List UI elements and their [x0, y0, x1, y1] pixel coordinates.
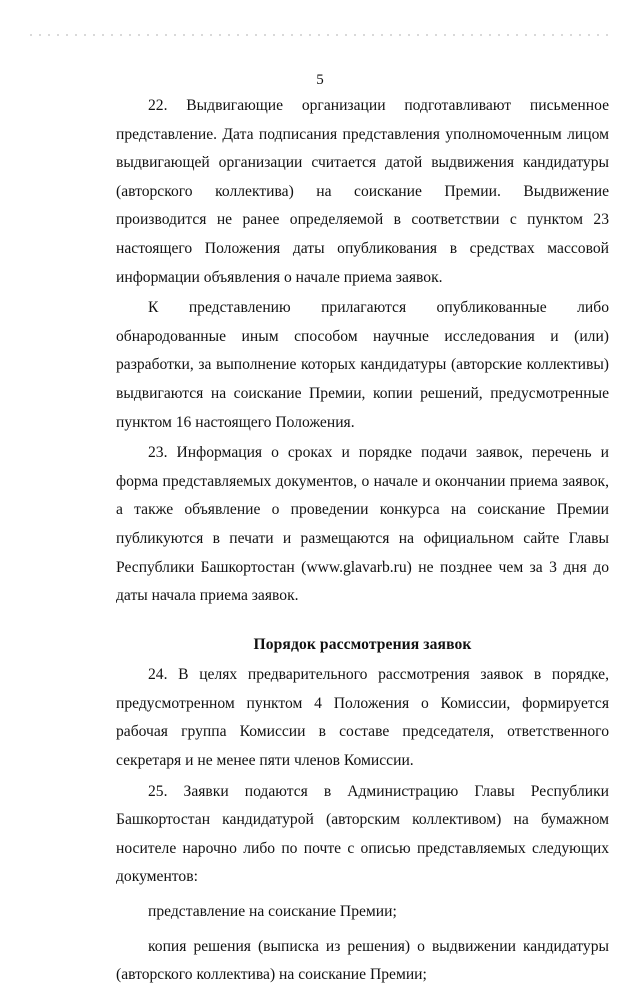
paragraph-25: 25. Заявки подаются в Администрацию Главы Республики Башкортостан кандидатурой (авторским коллективом) на бумажном носителе нарочно либо по почте с описью представляемых следующих документов:: [116, 782, 609, 886]
page-number: 5: [316, 72, 324, 88]
paragraph-23: 23. Информация о сроках и порядке подачи заявок, перечень и форма представляемых документов, о начале и окончании приема заявок, а также объявление о проведении конкурса на соискание Премии публикуются в печати и размещаются на официальном сайте Главы Республики Башкортостан (www.glavarb.ru) не позднее чем за 3 дня до даты начала приема заявок.: [116, 444, 609, 605]
paragraph-22: 22. Выдвигающие организации подготавливают письменное представление. Дата подписания представления уполномоченным лицом выдвигающей организации считается датой выдвижения кандидатуры (авторского коллектива) на соискание Премии. Выдвижение производится не ранее определяемой в соответствии с пунктом 23 настоящего Положения даты опубликования в средствах массовой информации объявления о начале приема заявок.: [116, 97, 609, 286]
section-heading: Порядок рассмотрения заявок: [253, 635, 472, 653]
list-item: копия решения (выписка из решения) о выдвижении кандидатуры (авторского коллектива) на соискание Премии;: [116, 937, 609, 984]
paragraph-24: 24. В целях предварительного рассмотрения заявок в порядке, предусмотренном пунктом 4 Положения о Комиссии, формируется рабочая группа Комиссии в составе председателя, ответственного секретаря и не менее пяти членов Комиссии.: [116, 666, 609, 770]
paragraph-22-attachments: К представлению прилагаются опубликованные либо обнародованные иным способом научные исследования и (или) разработки, за выполнение которых кандидатуры (авторские коллективы) выдвигаются на соискание Премии, копии решений, предусмотренные пунктом 16 настоящего Положения.: [116, 299, 609, 431]
document-body: [116, 92, 609, 990]
scan-artifact-line: [30, 34, 610, 36]
list-item: представление на соискание Премии;: [148, 903, 397, 921]
